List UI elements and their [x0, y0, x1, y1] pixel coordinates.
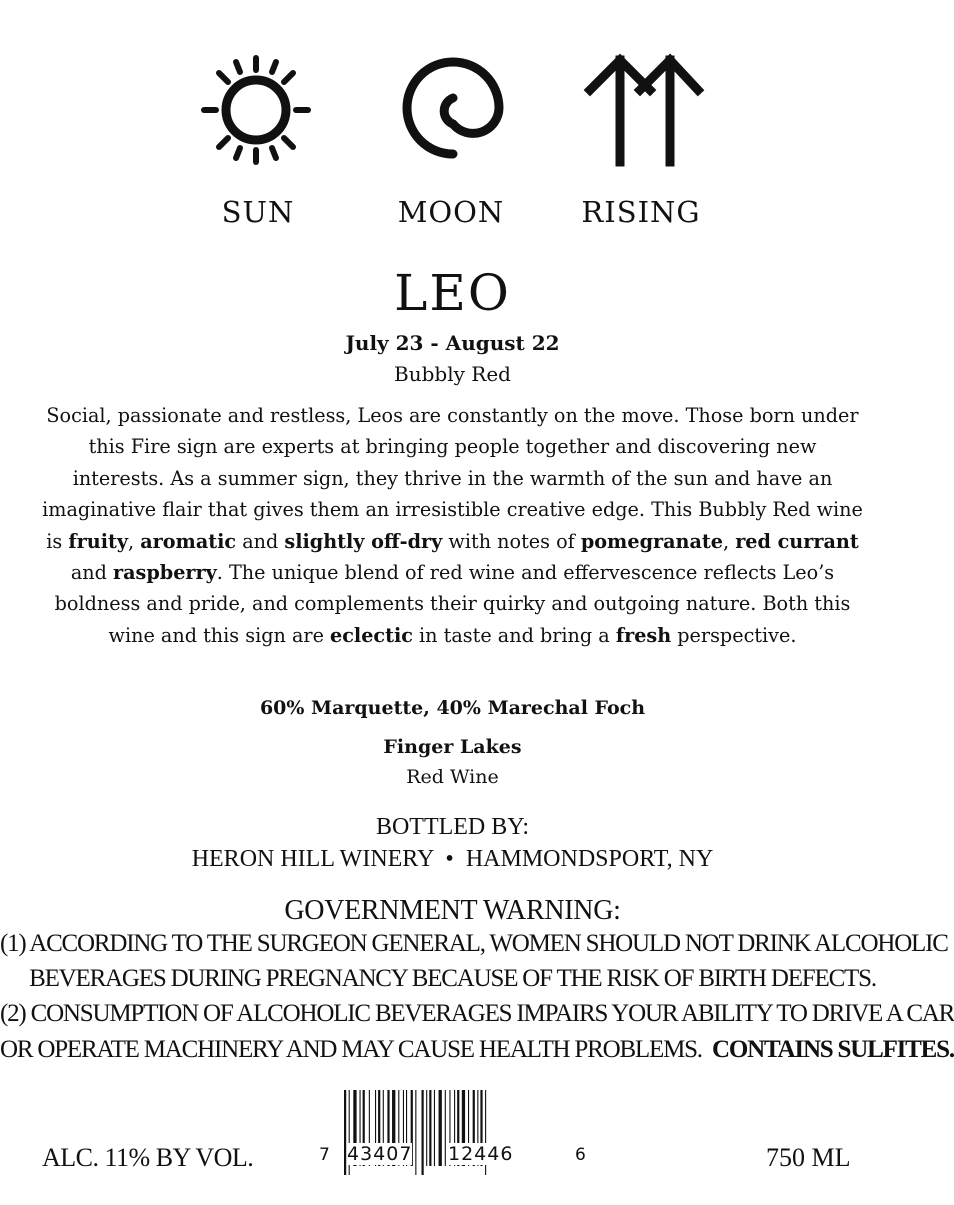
warning-line-3: (2) CONSUMPTION OF ALCOHOLIC BEVERAGES IMPAIRS YOUR ABILITY TO DRIVE A CAR	[0, 1000, 954, 1027]
description-text: and	[236, 529, 285, 553]
description-highlight: eclectic	[330, 623, 413, 647]
warning-line-4	[0, 1036, 954, 1064]
description-text: in taste and bring a	[412, 623, 616, 647]
description-highlight: red currant	[735, 529, 859, 553]
warning-line-1: (1) ACCORDING TO THE SURGEON GENERAL, WOMEN SHOULD NOT DRINK ALCOHOLIC	[0, 930, 948, 957]
warning-line-4-text: OR OPERATE MACHINERY AND MAY CAUSE HEALTH PROBLEMS.	[0, 1036, 702, 1063]
description-paragraph	[40, 400, 865, 651]
description-text: ,	[128, 529, 141, 553]
rising-label: RISING	[581, 195, 701, 229]
barcode-digit-right: 6	[575, 1145, 586, 1165]
description-text: ,	[722, 529, 736, 553]
double-arrow-icon	[582, 52, 702, 168]
description-text: . The unique blend of red wine and effervescence reflects Leo’s boldness and pride, and complements their quirky and outgoing nature. Both this wine and this sign are	[54, 561, 851, 647]
description-highlight: fruity	[68, 529, 128, 553]
government-warning-title: GOVERNMENT WARNING:	[284, 895, 621, 926]
barcode-bar	[434, 1090, 435, 1166]
warning-line-2: BEVERAGES DURING PREGNANCY BECAUSE OF THE RISK OF BIRTH DEFECTS.	[29, 965, 876, 992]
region: Finger Lakes	[383, 736, 522, 758]
description-text: Social, passionate and restless, Leos are constantly on the move. Those born under this Fire sign are experts at bringing people together and discovering new interests. As a summer sign, they thrive in the warmth of the sun and have an imaginative flair that gives them an irresistible creative edge. This Bubbly Red wine is	[42, 404, 863, 553]
barcode-bar	[426, 1090, 427, 1166]
sun-icon	[198, 52, 314, 168]
barcode-bar	[415, 1090, 416, 1175]
barcode-digit-left: 7	[319, 1145, 330, 1165]
barcode-bar	[422, 1090, 424, 1175]
contains-sulfites: CONTAINS SULFITES.	[711, 1036, 954, 1063]
wine-category: Red Wine	[406, 766, 499, 788]
description-text: with notes of	[442, 529, 581, 553]
barcode-bar	[429, 1090, 431, 1166]
alcohol-by-volume: ALC. 11% BY VOL.	[42, 1143, 254, 1172]
sign-dates: July 23 - August 22	[345, 331, 560, 355]
barcode-digits-group-2: 12446	[448, 1143, 514, 1165]
moon-label: MOON	[397, 195, 505, 229]
barcode-bar	[445, 1090, 446, 1166]
description-text: and	[70, 561, 114, 585]
description-highlight: aromatic	[140, 529, 237, 553]
description-highlight: pomegranate	[580, 529, 723, 553]
description-highlight: fresh	[615, 623, 672, 647]
barcode-bar	[439, 1090, 442, 1166]
barcode-bar	[344, 1090, 346, 1175]
description-highlight: slightly off-dry	[284, 529, 443, 553]
moon-spiral-icon	[395, 58, 507, 158]
bottled-by-label: BOTTLED BY:	[375, 814, 530, 840]
volume: 750 ML	[766, 1143, 851, 1172]
sun-label: SUN	[221, 195, 295, 229]
barcode-digits-group-1: 43407	[347, 1143, 413, 1165]
description-text: perspective.	[671, 623, 797, 647]
bottler-name: HERON HILL WINERY • HAMMONDSPORT, NY	[191, 846, 714, 872]
sign-title: LEO	[394, 264, 511, 322]
grape-blend: 60% Marquette, 40% Marechal Foch	[259, 697, 646, 719]
description-highlight: raspberry	[113, 561, 217, 585]
wine-style: Bubbly Red	[394, 362, 511, 386]
